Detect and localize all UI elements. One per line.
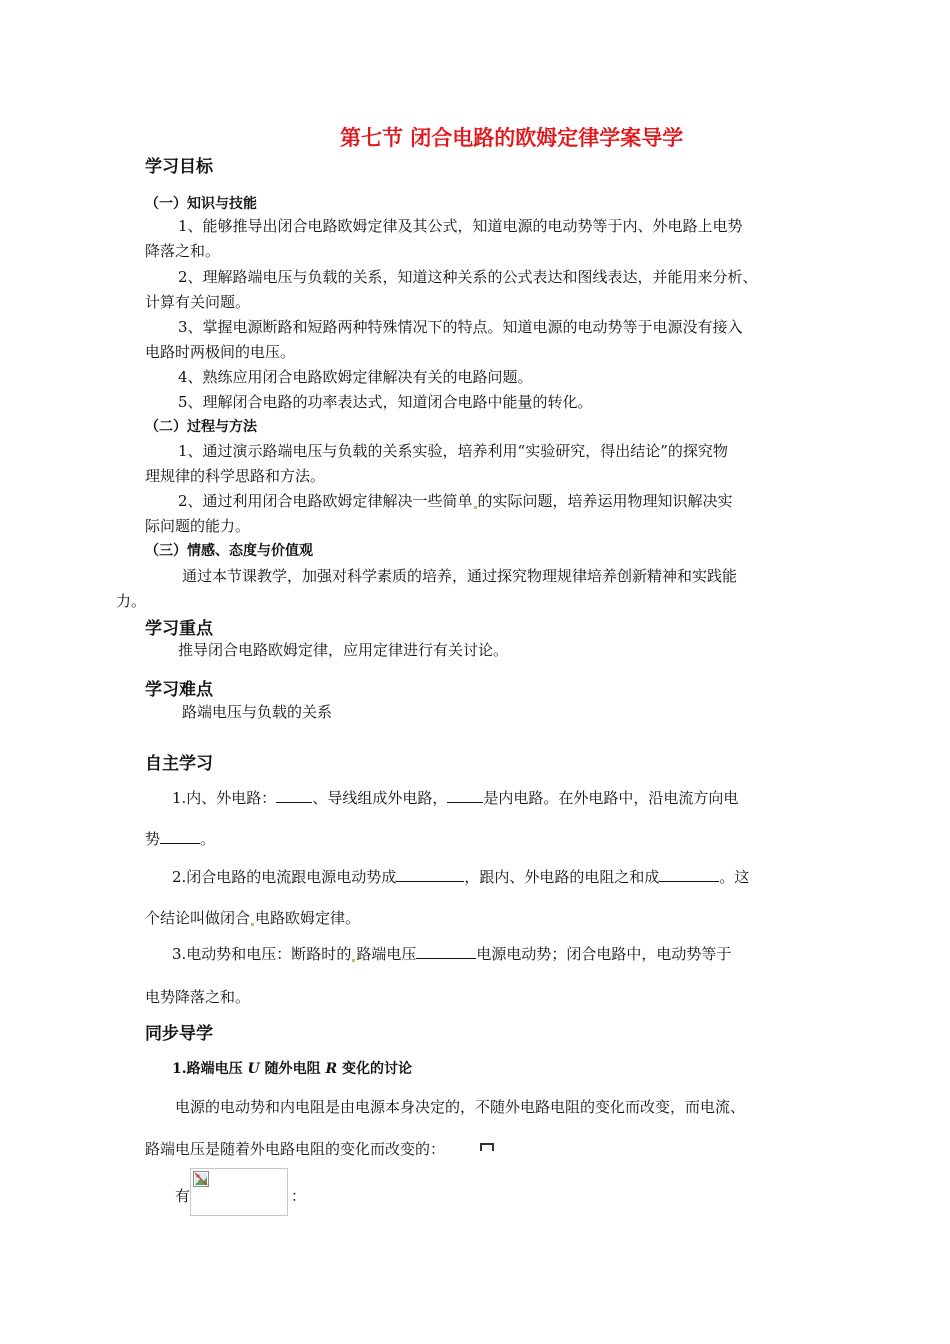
knowledge-item-3-line-2: 电路时两极间的电压。 (145, 343, 296, 361)
process-item-2-line-1a: 2、通过利用闭合电路欧姆定律解决一些简单 (178, 492, 473, 510)
knowledge-item-3-line-1: 3、掌握电源断路和短路两种特殊情况下的特点。知道电源的电动势等于电源没有接入 (178, 318, 743, 336)
placeholder-bracket-icon (480, 1143, 494, 1151)
q1-text-e: 。 (200, 830, 216, 848)
knowledge-heading: （一）知识与技能 (145, 196, 257, 212)
broken-image-icon (193, 1171, 209, 1187)
difficulties-heading: 学习难点 (145, 680, 213, 700)
page-title: 第七节 闭合电路的欧姆定律学案导学 (340, 126, 684, 150)
self-study-q3-line-1 (172, 943, 731, 964)
sub1-text-a: 1.路端电压 (172, 1061, 248, 1077)
knowledge-item-5: 5、理解闭合电路的功率表达式，知道闭合电路中能量的转化。 (178, 393, 593, 411)
self-study-q3-line-2: 电势降落之和。 (145, 988, 251, 1006)
sub1-text-b: 随外电阻 (259, 1061, 326, 1077)
q1-text-d: 势 (145, 830, 161, 848)
q1-text-c: 是内电路。在外电路中，沿电流方向电 (483, 789, 739, 807)
knowledge-item-2-line-1: 2、理解路端电压与负载的关系，知道这种关系的公式表达和图线表达，并能用来分析、 (178, 268, 758, 286)
q2-text-a: 2.闭合电路的电流跟电源电动势成 (172, 868, 397, 886)
q1-blank-2[interactable] (447, 788, 483, 803)
colon-mark: ： (291, 1187, 307, 1205)
stray-mark (352, 959, 355, 962)
you-label: 有 (175, 1187, 191, 1205)
process-heading: （二）过程与方法 (145, 419, 257, 435)
q2-text-b: ，跟内、外电路的电阻之和成 (464, 868, 660, 886)
formula-image-placeholder (190, 1168, 288, 1216)
stray-mark (251, 923, 254, 926)
q2-text-d: 个结论叫做闭合 (145, 909, 251, 927)
knowledge-item-1-line-1: 1、能够推导出闭合电路欧姆定律及其公式，知道电源的电动势等于内、外电路上电势 (178, 217, 743, 235)
q3-blank-1[interactable] (416, 944, 476, 959)
q1-text-a: 1.内、外电路： (172, 789, 277, 807)
self-study-heading: 自主学习 (145, 754, 213, 774)
process-item-2-line-1 (178, 490, 733, 511)
key-points-heading: 学习重点 (145, 619, 213, 639)
guided-subheading-1 (172, 1058, 412, 1078)
q2-text-e: 电路欧姆定律。 (255, 909, 361, 927)
difficulties-text: 路端电压与负载的关系 (182, 703, 333, 721)
process-item-2-line-2: 际问题的能力。 (145, 517, 251, 535)
q3-text-c: 电源电动势；闭合电路中，电动势等于 (476, 945, 732, 963)
q2-blank-2[interactable] (659, 867, 719, 882)
knowledge-item-2-line-2: 计算有关问题。 (145, 293, 251, 311)
q1-text-b: 、导线组成外电路， (312, 789, 448, 807)
stray-mark (474, 506, 477, 509)
knowledge-item-1-line-2: 降落之和。 (145, 242, 221, 260)
self-study-q1-line-2 (145, 828, 215, 849)
guided-para-line-2: 路端电压是随着外电路电阻的变化而改变的： (145, 1140, 446, 1158)
self-study-q2-line-1 (172, 866, 749, 887)
key-points-text: 推导闭合电路欧姆定律，应用定律进行有关讨论。 (178, 641, 509, 659)
guided-para-line-1: 电源的电动势和内电阻是由电源本身决定的，不随外电路电阻的变化而改变，而电流、 (175, 1098, 746, 1116)
q1-blank-3[interactable] (160, 829, 200, 844)
objectives-heading: 学习目标 (145, 157, 213, 177)
knowledge-item-4: 4、熟练应用闭合电路欧姆定律解决有关的电路问题。 (178, 368, 533, 386)
sub1-text-c: 变化的讨论 (337, 1061, 412, 1077)
q2-blank-1[interactable] (396, 867, 464, 882)
q2-text-c: 。这 (719, 868, 750, 886)
emotion-line-2: 力。 (116, 592, 147, 610)
process-item-1-line-1: 1、通过演示路端电压与负载的关系实验，培养利用“实验研究，得出结论”的探究物 (178, 442, 728, 460)
q3-text-b: 路端电压 (356, 945, 417, 963)
emotion-heading: （三）情感、态度与价值观 (145, 543, 313, 559)
q3-text-a: 3.电动势和电压：断路时的 (172, 945, 352, 963)
process-item-2-line-1b: 的实际问题，培养运用物理知识解决实 (477, 492, 733, 510)
process-item-1-line-2: 理规律的科学思路和方法。 (145, 467, 326, 485)
self-study-q1-line-1 (172, 787, 738, 808)
self-study-q2-line-2 (145, 907, 360, 928)
emotion-line-1: 通过本节课教学，加强对科学素质的培养，通过探究物理规律培养创新精神和实践能 (182, 567, 738, 585)
q1-blank-1[interactable] (276, 788, 312, 803)
variable-r: R (325, 1061, 338, 1077)
guided-heading: 同步导学 (145, 1024, 213, 1044)
variable-u: U (247, 1061, 260, 1077)
